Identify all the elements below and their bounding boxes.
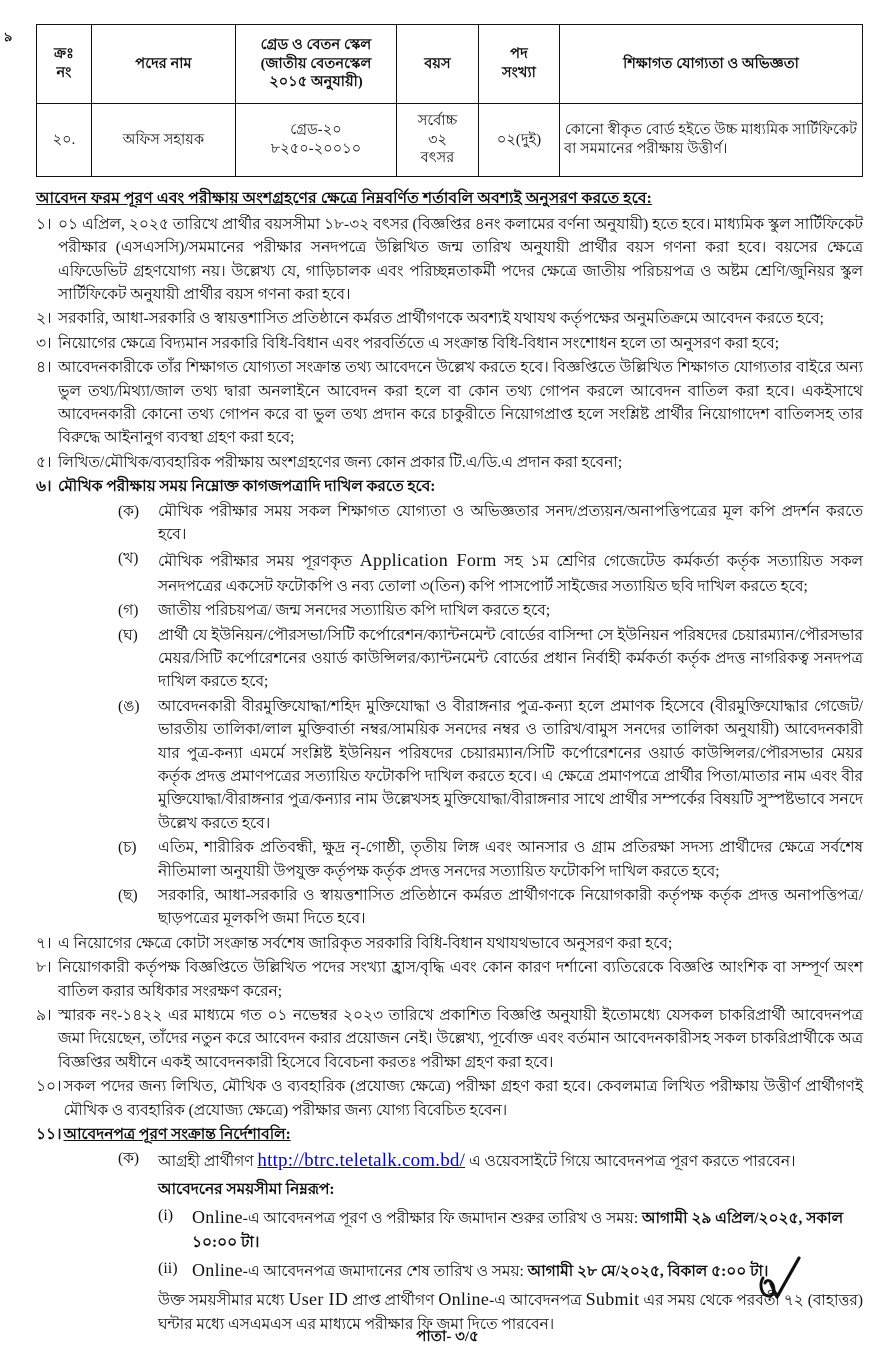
age-line2: ৩২ — [427, 131, 448, 148]
submit-label: Submit — [585, 1288, 640, 1309]
clause-8-text: নিয়োগকারী কর্তৃপক্ষ বিজ্ঞপ্তিতে উল্লিখিত পদের সংখ্যা হ্রাস/বৃদ্ধি এবং কোন কারণ দর্শানো ব্যতিরেকে বিজ্ঞপ্তি আংশিক বা সম্পূর্ণ অংশ বাতিল করার অধিকার সংরক্ষণ করেন; — [58, 959, 863, 1000]
cell-pay-scale — [236, 104, 397, 177]
clause-7-number: ৭। — [36, 934, 52, 952]
subclause-uo — [36, 695, 863, 835]
col-header-pay-scale — [236, 25, 397, 104]
subclause-cha-text: এতিম, শারীরিক প্রতিবন্ধী, ক্ষুদ্র নৃ-গোষ্ঠী, তৃতীয় লিঙ্গ এবং আনসার ও গ্রাম প্রতিরক্ষা সদস্য প্রার্থীদের ক্ষেত্রে সর্বশেষ নীতিমালা অনুযায়ী উপযুক্ত কর্তৃপক্ষ কর্তৃক প্রদত্ত সনদের সত্যায়িত ফটোকপি দাখিল করতে হবে; — [158, 839, 863, 880]
subclause-ka — [36, 500, 863, 547]
pay-grade: গ্রেড-২০ — [290, 122, 342, 139]
clause-3-number: ৩। — [36, 334, 52, 352]
clause-1-number: ১। — [36, 215, 52, 233]
col-header-post-name: পদের নাম — [92, 25, 236, 104]
subclause-chha-number: (ছ) — [118, 887, 138, 905]
subclause-gha-number: (ঘ) — [118, 626, 138, 644]
deadline-item-start-number: (i) — [158, 1206, 174, 1224]
subclause-chha-text: সরকারি, আধা-সরকারি ও স্বায়ত্তশাসিত প্রতিষ্ঠানে কর্মরত প্রার্থীগণকে নিয়োগকারী কর্তৃপক্ষ কর্তৃক প্রদত্ত অনাপত্তিপত্র/ ছাড়পত্রের মূলকপি জমা দিতে হবে। — [158, 887, 863, 928]
clause-4 — [36, 356, 863, 450]
user-id-label: User ID — [288, 1288, 349, 1309]
clause-9 — [36, 1004, 863, 1074]
clause-6-number: ৬। — [36, 478, 52, 496]
subclause-11-ka-text — [158, 1147, 863, 1176]
deadline-end-value: আগামী ২৮ মে/২০২৫, বিকাল ৫:০০ টা। — [527, 1262, 769, 1280]
subclause-chha — [36, 884, 863, 931]
conditions-content — [36, 187, 863, 1337]
clause-2 — [36, 307, 863, 330]
subclause-cha-number: (চ) — [118, 839, 137, 857]
clause-2-text: সরকারি, আধা-সরকারি ও স্বায়ত্তশাসিত প্রতিষ্ঠানে কর্মরত প্রার্থীগণকে অবশ্যই যথাযথ কর্তৃপক্ষের অনুমতিক্রমে আবেদন করতে হবে; — [58, 310, 824, 328]
pay-line3: ২০১৫ অনুযায়ী) — [269, 74, 363, 91]
sms-note-part1: উক্ত সময়সীমার মধ্যে — [158, 1291, 289, 1309]
serial-line2: নং — [56, 65, 72, 81]
subclause-ka-number: (ক) — [118, 502, 140, 520]
clause-1-text: ০১ এপ্রিল, ২০২৫ তারিখে প্রার্থীর বয়সসীমা ১৮-৩২ বৎসর (বিজ্ঞপ্তির ৪নং কলামের বর্ণনা অনুযায়ী) হতে হবে। মাধ্যমিক স্কুল সার্টিফিকেট পরীক্ষার (এসএসসি)/সমমানের পরীক্ষার সনদপত্রে উল্লিখিত জন্ম তারিখ অনুযায়ী প্রার্থীর বয়স গণনা করা হবে। বয়সের ক্ষেত্রে এফিডেভিট গ্রহণযোগ্য নয়। উল্লেখ্য যে, গাড়িচালক এবং পরিচ্ছন্নতাকর্মী পদের ক্ষেত্রে জাতীয় পরিচয়পত্র ও অষ্টম শ্রেণি/জুনিয়র স্কুল সার্টিফিকেট অনুযায়ী প্রার্থীর বয়স গণনা করা হবে। — [58, 215, 863, 303]
subclause-kha-number: (খ) — [118, 550, 139, 568]
sms-note-part3: -এ আবেদনপত্র — [489, 1291, 586, 1309]
age-line3: বৎসর — [420, 150, 455, 167]
clause-4-text: আবেদনকারীকে তাঁর শিক্ষাগত যোগ্যতা সংক্রান্ত তথ্য আবেদনে উল্লেখ করতে হবে। বিজ্ঞপ্তিতে উল্লিখিত শিক্ষাগত যোগ্যতার বাইরে অন্য ভুল তথ্য/মিথ্যা/জাল তথ্য দ্বারা অনলাইনে আবেদন করা হলে বা কোন তথ্য গোপন করলে আবেদন বাতিল করা হবে। একইসাথে আবেদনকারী কোনো তথ্য গোপন করে বা ভুল তথ্য প্রদান করে চাকুরীতে নিয়োগপ্রাপ্ত হলে সংশ্লিষ্ট প্রার্থীর নিয়োগাদেশ বাতিলসহ তার বিরুদ্ধে আইনানুগ ব্যবস্থা গ্রহণ করা হবে; — [58, 359, 863, 447]
sms-note-part4: এর সময় থেকে পরবর্তী ৭২ (বাহাত্তর) ঘন্টার মধ্যে এসএমএস এর মাধ্যমে পরীক্ষার ফি জমা দিতে পারবেন। — [158, 1291, 864, 1334]
page-number-footer: পাতা- ৩/৫ — [416, 1329, 479, 1345]
pay-line1: গ্রেড ও বেতন স্কেল — [260, 37, 372, 54]
subclause-ga-number: (গ) — [118, 602, 139, 620]
online-label-note: Online — [438, 1288, 490, 1309]
table-header — [37, 25, 863, 104]
deadline-start-prefix: -এ আবেদনপত্র পূরণ ও পরীক্ষার ফি জমাদান শুরুর তারিখ ও সময়: — [242, 1209, 643, 1227]
subclause-gha-text: প্রার্থী যে ইউনিয়ন/পৌরসভা/সিটি কর্পোরেশন/ক্যান্টনমেন্ট বোর্ডের বাসিন্দা সে ইউনিয়ন পরিষদের চেয়ারম্যান/পৌরসভার মেয়র/সিটি কর্পোরেশনের ওয়ার্ড কাউন্সিলর/ক্যান্টনমেন্ট বোর্ডের প্রধান নির্বাহী কর্মকর্তা কর্তৃক প্রদত্ত নাগরিকত্ব সনদপত্র দাখিল করতে হবে; — [158, 626, 863, 691]
clause-11-heading: আবেদনপত্র পূরণ সংক্রান্ত নির্দেশাবলি: — [63, 1126, 291, 1144]
main-heading: আবেদন ফরম পূরণ এবং পরীক্ষায় অংশগ্রহণের ক্ষেত্রে নিম্নবর্ণিত শর্তাবলি অবশ্যই অনুসরণ করতে হবে: — [36, 190, 652, 207]
pay-line2: (জাতীয় বেতনস্কেল — [260, 55, 372, 72]
cell-vacancies: ০২(দুই) — [479, 104, 560, 177]
subclause-ga — [36, 599, 863, 622]
subclause-11-ka-number: (ক) — [118, 1150, 140, 1168]
clause-5 — [36, 451, 863, 474]
clause-11-number: ১১। — [36, 1126, 62, 1144]
subclause-uo-number: (ঙ) — [118, 697, 140, 715]
clause-10-number: ১০। — [36, 1078, 62, 1096]
deadline-item-start-text — [192, 1204, 863, 1255]
clause-6 — [36, 475, 863, 498]
deadline-start-value: আগামী ২৯ এপ্রিল/২০২৫, সকাল ১০:০০ টা। — [192, 1209, 844, 1252]
clause-5-text: লিখিত/মৌখিক/ব্যবহারিক পরীক্ষায় অংশগ্রহণের জন্য কোন প্রকার টি.এ/ডি.এ প্রদান করা হবেনা; — [58, 453, 623, 471]
deadline-item-start — [36, 1204, 863, 1255]
post-table — [36, 24, 863, 177]
clause-10-text: সকল পদের জন্য লিখিত, মৌখিক ও ব্যবহারিক (প্রযোজ্য ক্ষেত্রে) পরীক্ষা গ্রহণ করা হবে। কেবলমাত্র লিখিত পরীক্ষায় উত্তীর্ণ প্রার্থীগণই মৌখিক ও ব্যবহারিক (প্রযোজ্য ক্ষেত্রে) পরীক্ষার জন্য যোগ্য বিবেচিত হবেন। — [63, 1078, 863, 1119]
cell-serial: ২০. — [37, 104, 92, 177]
application-website-link[interactable]: http://btrc.teletalk.com.bd/ — [257, 1150, 466, 1172]
subclause-ga-text: জাতীয় পরিচয়পত্র/ জন্ম সনদের সত্যায়িত কপি দাখিল করতে হবে; — [158, 602, 551, 620]
deadline-heading: আবেদনের সময়সীমা নিম্নরূপ: — [158, 1181, 335, 1199]
clause-4-number: ৪। — [36, 359, 52, 377]
subclause-ka-text: মৌখিক পরীক্ষার সময় সকল শিক্ষাগত যোগ্যতা ও অভিজ্ঞতার সনদ/প্রত্যয়ন/অনাপত্তিপত্রের মূল কপি প্রদর্শন করতে হবে। — [158, 502, 863, 543]
cell-post-name: অফিস সহায়ক — [92, 104, 236, 177]
clause-10 — [36, 1075, 863, 1122]
deadline-item-end — [36, 1257, 863, 1284]
subclause-kha — [36, 547, 863, 598]
subclause-11-ka — [36, 1147, 863, 1176]
clause-3-text: নিয়োগের ক্ষেত্রে বিদ্যমান সরকারি বিধি-বিধান এবং পরবর্তিতে এ সংক্রান্ত বিধি-বিধান সংশোধন হলে তা অনুসরণ করা হবে; — [58, 334, 780, 352]
clause-6-text: মৌখিক পরীক্ষায় সময় নিম্নোক্ত কাগজপত্রাদি দাখিল করতে হবে: — [58, 478, 436, 496]
col-header-age: বয়স — [397, 25, 479, 104]
clause-9-number: ৯। — [36, 1007, 52, 1025]
clause-5-number: ৫। — [36, 453, 52, 471]
clause-8 — [36, 956, 863, 1003]
subclause-gha — [36, 624, 863, 694]
online-label-end: Online — [192, 1259, 243, 1280]
table-body — [37, 104, 863, 177]
subclause-kha-text-after: সহ ১ম শ্রেণির গেজেটেড কর্মকর্তা কর্তৃক সত্যায়িত সকল সনদপত্রের একসেট ফটোকপি ও নব্য তোলা ৩(তিন) কপি পাসপোর্ট সাইজের সত্যায়িত ছবি দাখিল করতে হবে; — [158, 553, 863, 595]
post-table-wrapper — [36, 24, 863, 177]
apply-text-before: আগ্রহী প্রার্থীগণ — [158, 1153, 258, 1171]
deadline-item-end-number: (ii) — [158, 1259, 178, 1277]
clause-8-number: ৮। — [36, 959, 52, 977]
online-label-start: Online — [192, 1206, 243, 1227]
clause-3 — [36, 332, 863, 355]
subclause-uo-text: আবেদনকারী বীরমুক্তিযোদ্ধা/শহিদ মুক্তিযোদ্ধা ও বীরাঙ্গনার পুত্র-কন্যা হলে প্রমাণক হিসেবে (বীরমুক্তিযোদ্ধার গেজেট/ভারতীয় তালিকা/লাল মুক্তিবার্তা নম্বর/সাময়িক সনদের নম্বর ও তারিখ/বামুস সনদের তালিকা অনুযায়ী) আবেদনকারী যার পুত্র-কন্যা এমর্মে সংশ্লিষ্ট ইউনিয়ন পরিষদের চেয়ারম্যান/সিটি কর্পোরেশনের ওয়ার্ড কাউন্সিলর/পৌরসভার মেয়র কর্তৃক প্রদত্ত প্রমাণপত্রের সত্যায়িত ফটোকপি দাখিল করতে হবে। এ ক্ষেত্রে প্রমাণপত্রে প্রার্থীর পিতা/মাতার নাম এবং বীর মুক্তিযোদ্ধা/বীরাঙ্গনার পুত্র/কন্যার নাম উল্লেখসহ মুক্তিযোদ্ধা/বীরাঙ্গনার সাথে প্রার্থীর সম্পর্কের বিষয়টি সুস্পষ্টভাবে সনদে উল্লেখ করতে হবে। — [158, 697, 863, 832]
pay-range: ৮২৫০-২০০১০ — [270, 141, 362, 157]
col-header-vacancies — [479, 25, 560, 104]
serial-line1: ক্রঃ — [54, 46, 74, 63]
subclause-cha — [36, 836, 863, 883]
vacancy-line2: সংখ্যা — [502, 65, 536, 81]
clause-7 — [36, 932, 863, 955]
handwritten-signature-mark — [753, 1250, 823, 1310]
sms-note-part2: প্রাপ্ত প্রার্থীগণ — [348, 1291, 439, 1309]
col-header-serial — [37, 25, 92, 104]
clause-11 — [36, 1123, 863, 1146]
table-header-row — [37, 25, 863, 104]
clause-2-number: ২। — [36, 310, 52, 328]
age-line1: সর্বোচ্চ — [417, 113, 458, 130]
clause-1 — [36, 213, 863, 307]
table-row — [37, 104, 863, 177]
clause-7-text: এ নিয়োগের ক্ষেত্রে কোটা সংক্রান্ত সর্বশেষ জারিকৃত সরকারি বিধি-বিধান যথাযথভাবে অনুসরণ করা হবে; — [58, 934, 673, 952]
deadline-end-prefix: -এ আবেদনপত্র জমাদানের শেষ তারিখ ও সময়: — [242, 1262, 528, 1280]
vacancy-line1: পদ — [510, 46, 528, 63]
apply-text-after: এ ওয়েবসাইটে গিয়ে আবেদনপত্র পূরণ করতে পারবেন। — [465, 1153, 796, 1171]
cell-age — [397, 104, 479, 177]
cell-education: কোনো স্বীকৃত বোর্ড হইতে উচ্চ মাধ্যমিক সার্টিফিকেট বা সমমানের পরীক্ষায় উত্তীর্ণ। — [560, 104, 863, 177]
subclause-kha-text — [158, 547, 863, 598]
col-header-education: শিক্ষাগত যোগ্যতা ও অভিজ্ঞতা — [560, 25, 863, 104]
margin-annotation: ৯ — [2, 28, 14, 45]
application-form-label: Application Form — [359, 550, 497, 571]
clause-9-text: স্মারক নং-১৪২২ এর মাধ্যমে গত ০১ নভেম্বর ২০২৩ তারিখে প্রকাশিত বিজ্ঞপ্তি অনুযায়ী ইতোমধ্যে যেসকল চাকরিপ্রার্থী আবেদনপত্র জমা দিয়েছেন, তাঁদের নতুন করে আবেদন করার প্রয়োজন নেই। উল্লেখ্য, পূর্বোক্ত এবং বর্তমান আবেদনকারীসহ সকল চাকরিপ্রার্থীকে অত্র বিজ্ঞপ্তির অধীনে একই আবেদনকারী হিসেবে বিবেচনা করতঃ পরীক্ষা গ্রহণ করা হবে। — [58, 1007, 863, 1071]
subclause-kha-text-before: মৌখিক পরীক্ষার সময় পূরণকৃত — [158, 553, 360, 571]
